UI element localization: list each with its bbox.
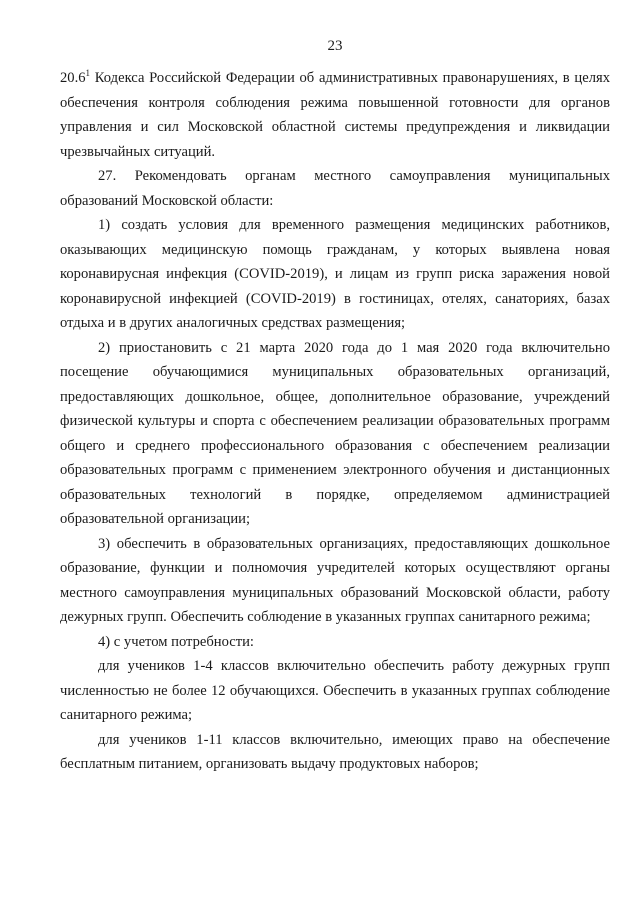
paragraph-subitem-4: 4) с учетом потребности: bbox=[98, 633, 254, 650]
document-body bbox=[60, 66, 610, 777]
paragraph-grades-1-11: для учеников 1-11 классов включительно, имеющих право на обеспечение бесплатным питанием, организовать выдачу продуктовых наборов; bbox=[60, 731, 610, 772]
paragraph-continuation bbox=[60, 66, 610, 164]
paragraph-subitem-3: 3) обеспечить в образовательных организациях, предоставляющих дошкольное образование, функции и полномочия учредителей которых осуществляют органы местного самоуправления муниципальных образований Московской области, работу дежурных групп. Обеспечить соблюдение в указанных группах санитарного режима; bbox=[60, 535, 610, 625]
paragraph-subitem-2: 2) приостановить с 21 марта 2020 года до 1 мая 2020 года включительно посещение обучающимися муниципальных образовательных организаций, предоставляющих дошкольное, общее, дополнительное образование, учреждений физической культуры и спорта с обеспечением реализации образовательных программ общего и среднего профессионального образования с обеспечением реализации образовательных программ с применением электронного обучения и дистанционных образовательных технологий в порядке, определяемом администрацией образовательной организации; bbox=[60, 339, 610, 527]
paragraph-subitem-1: 1) создать условия для временного размещения медицинских работников, оказывающих медицинскую помощь гражданам, у которых выявлена новая коронавирусная инфекция (COVID-2019), и лицам из групп риска заражения новой коронавирусной инфекцией (COVID-2019) в гостиницах, отелях, санаториях, базах отдыха и в других аналогичных средствах размещения; bbox=[60, 217, 610, 331]
page-number: 23 bbox=[327, 38, 343, 54]
article-number: 20.6 bbox=[60, 70, 86, 86]
paragraph-grades-1-4: для учеников 1-4 классов включительно обеспечить работу дежурных групп численностью не более 12 обучающихся. Обеспечить в указанных группах соблюдение санитарного режима; bbox=[60, 658, 610, 723]
paragraph-item-27: 27. Рекомендовать органам местного самоуправления муниципальных образований Московской области: bbox=[60, 168, 610, 209]
paragraph-text: Кодекса Российской Федерации об административных правонарушениях, в целях обеспечения контроля соблюдения режима повышенной готовности для органов управления и сил Московской областной системы предупреждения и ликвидации чрезвычайных ситуаций. bbox=[60, 70, 610, 160]
article-superscript: 1 bbox=[85, 68, 91, 79]
